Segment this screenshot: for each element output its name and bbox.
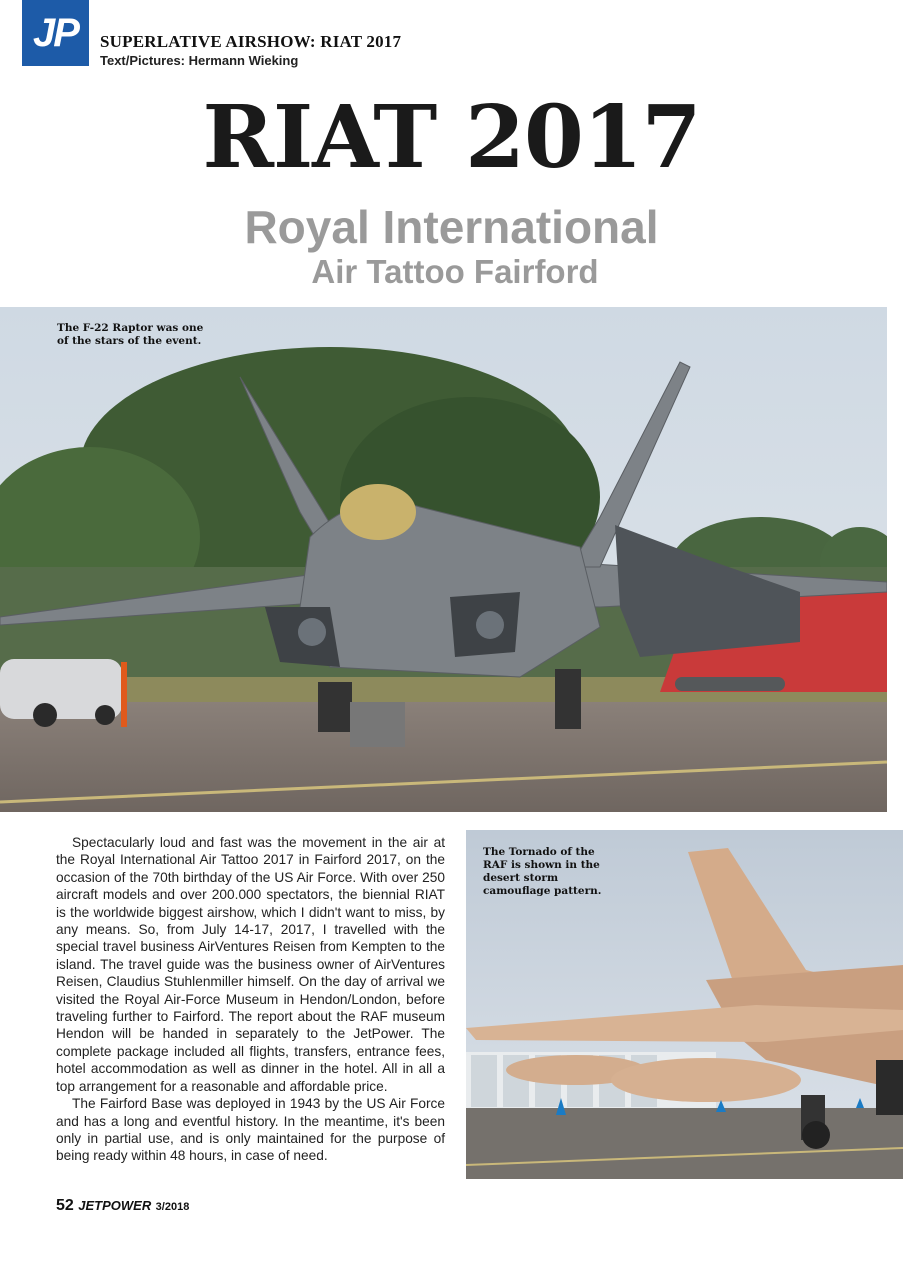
body-paragraph: The Fairford Base was deployed in 1943 by the US Air Force and has a long and eventful history. In the meantime, it's been only in partial use, and is only maintained for the purpose of being ready within 48 hours, in case of need. xyxy=(56,1096,445,1164)
magazine-name: JETPOWER xyxy=(78,1198,152,1213)
byline: Text/Pictures: Hermann Wieking xyxy=(100,53,299,68)
issue-number: 3/2018 xyxy=(155,1201,190,1213)
article-body xyxy=(56,834,445,1165)
article-title: RIAT 2017 xyxy=(202,87,701,188)
f22-raptor-photo xyxy=(0,307,887,812)
figure-caption: The Tornado of the RAF is shown in the desert storm camouflage pattern. xyxy=(483,846,602,897)
body-paragraph: Spectacularly loud and fast was the movement in the air at the Royal International Air Tattoo 2017 in Fairford 2017, on the occasion of the 70th birthday of the US Air Force. With over 250 aircraft models and over 200.000 spectators, the biennial RIAT is the worldwide biggest airshow, which I didn't want to miss, by any means. So, from July 14-17, 2017, I travelled with the special travel business AirVentures Reisen from Kempten to the island. The travel guide was the business owner of AirVentures Reisen, Claudius Stuhlenmiller himself. On the day of arrival we visited the Royal Air-Force Museum in Hendon/London, before traveling further to Fairford. The report about the RAF museum Hendon will be handed in separately to the JetPower. The complete package included all flights, transfers, entrance fees, hotel accommodation as well as dinner in the hotel. All in all a top arrangement for a reasonable and affordable price. xyxy=(56,835,445,1094)
article-subtitle-line1: Royal International xyxy=(244,201,659,253)
page-folio xyxy=(56,1197,189,1215)
article-subtitle-line2: Air Tattoo Fairford xyxy=(311,253,599,290)
page-number: 52 xyxy=(56,1197,74,1214)
section-title: SUPERLATIVE AIRSHOW: RIAT 2017 xyxy=(100,32,402,51)
figure-caption: The F-22 Raptor was one of the stars of the event. xyxy=(57,322,204,347)
magazine-logo: JP xyxy=(22,0,89,66)
